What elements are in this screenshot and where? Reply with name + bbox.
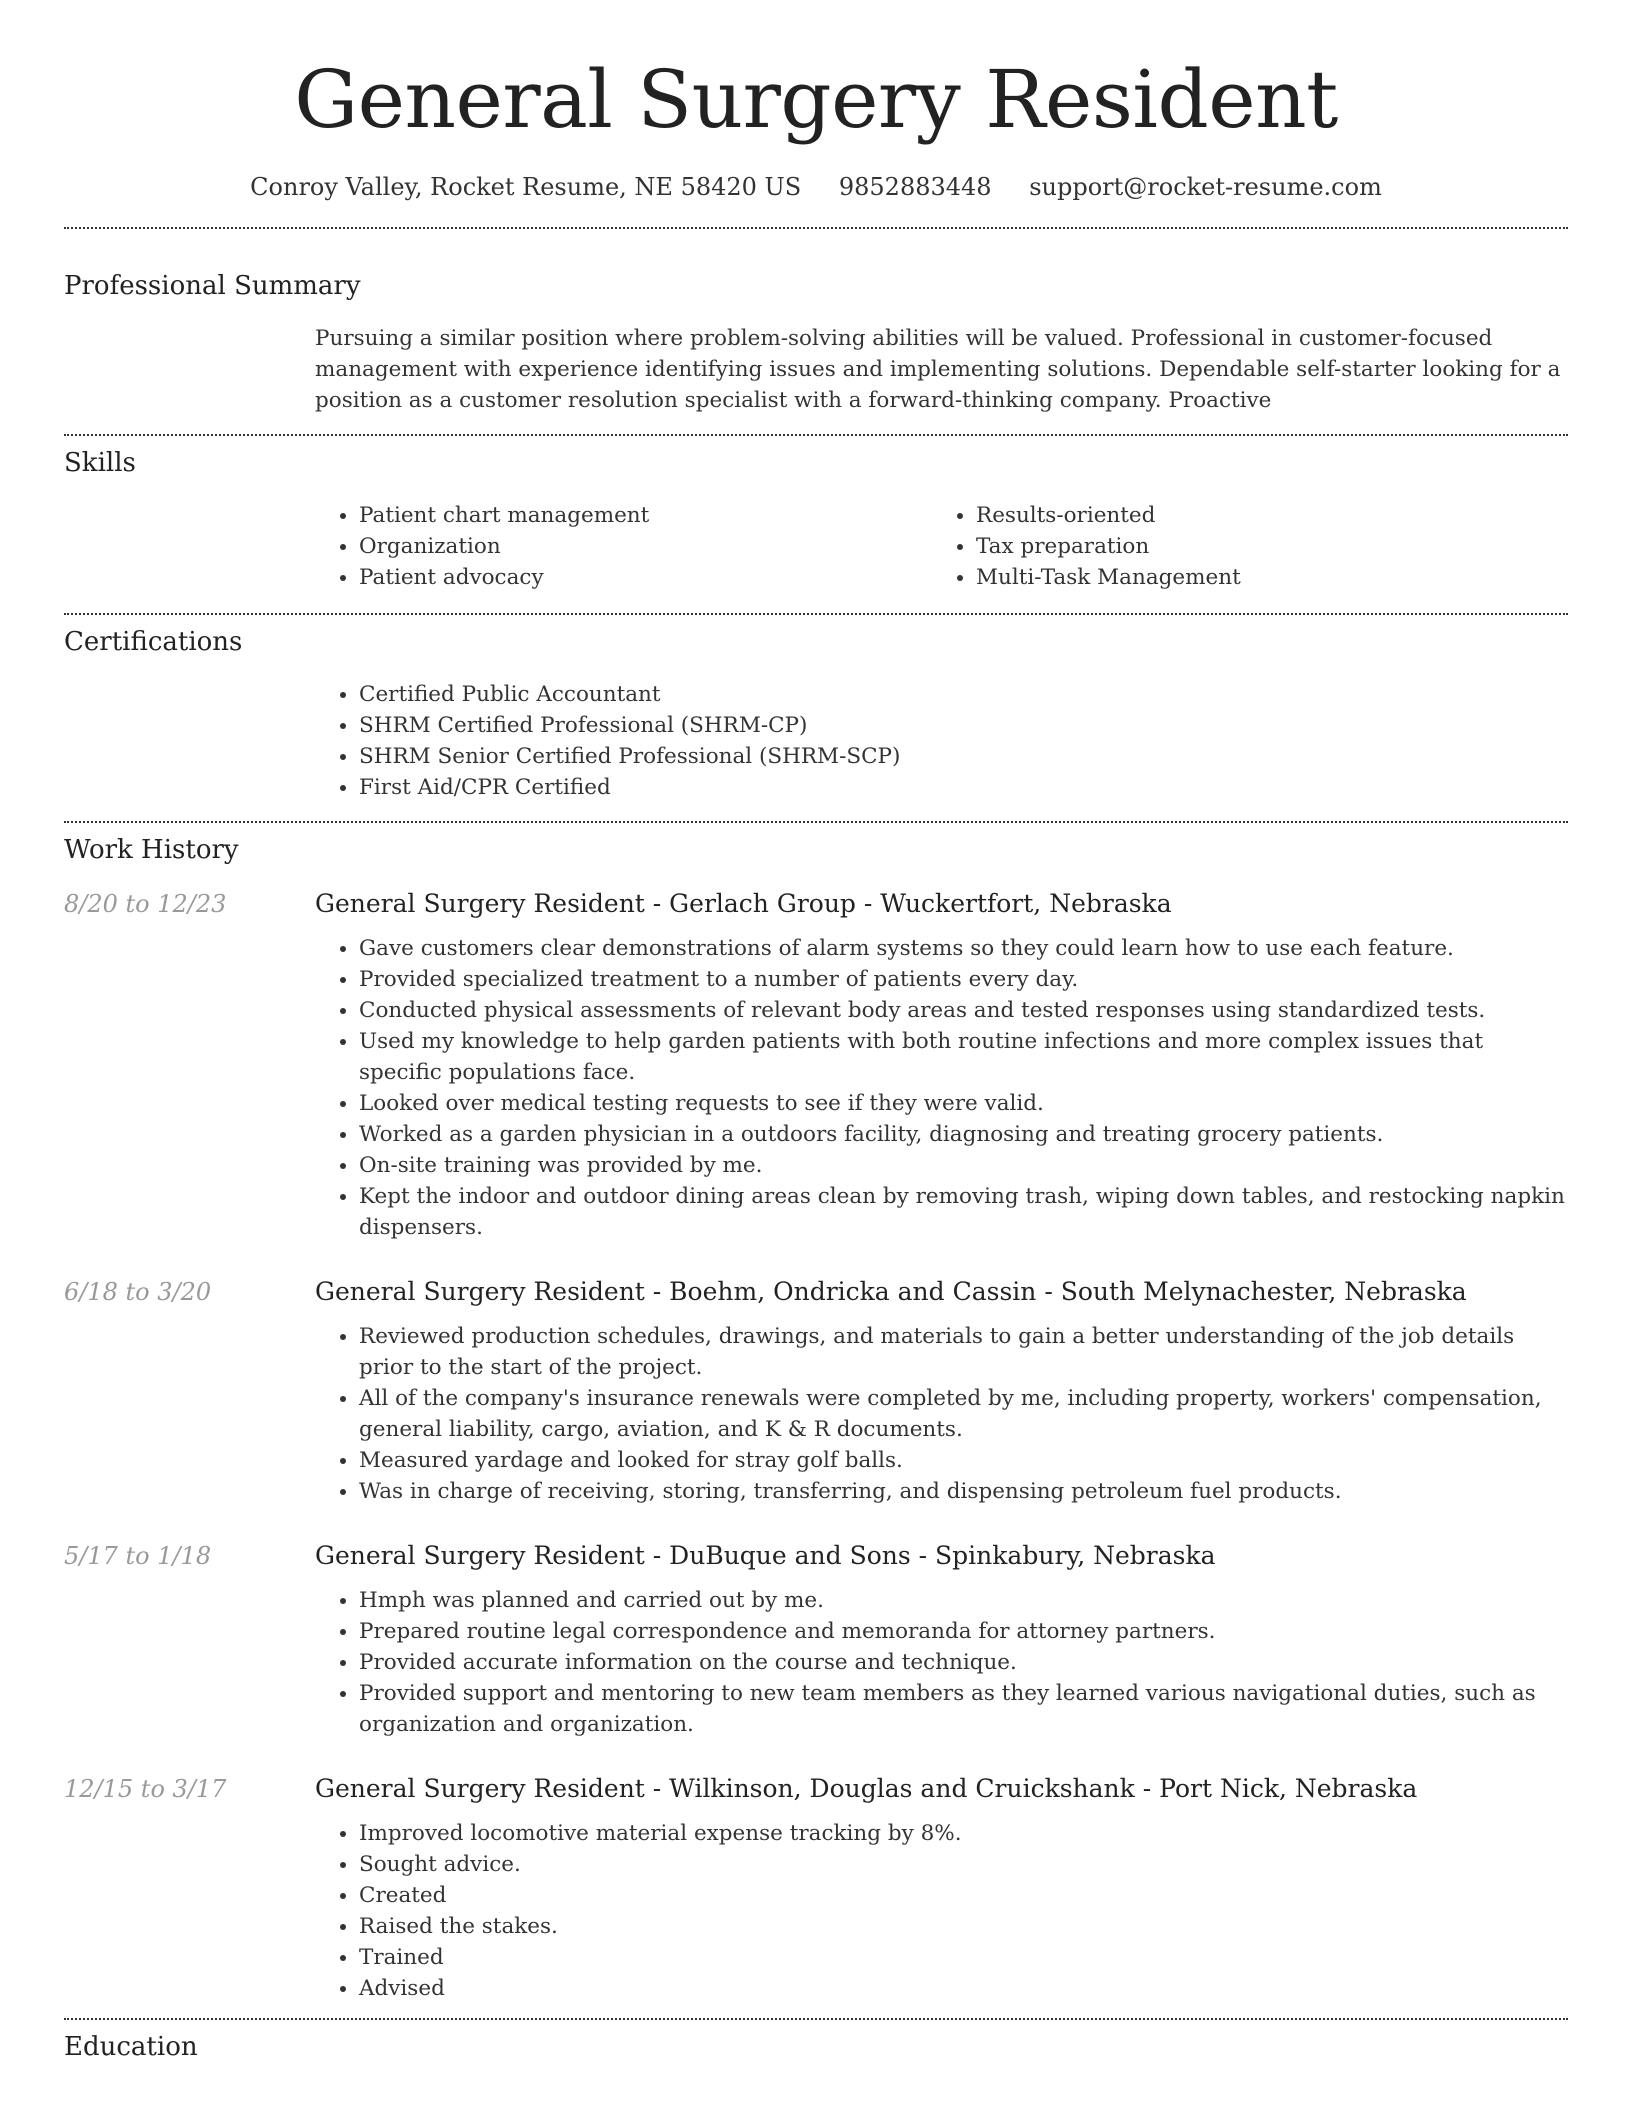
skills-list-right: [932, 500, 1549, 593]
job-title: General Surgery Resident - Boehm, Ondricka and Cassin - South Melynachester, Nebraska: [315, 1277, 1467, 1306]
job-entry: [64, 1539, 1568, 1740]
list-item: • Patient chart management: [359, 500, 932, 531]
list-item: • Results-oriented: [976, 500, 1549, 531]
job-dates: 6/18 to 3/20: [64, 1278, 212, 1306]
job-dates: 8/20 to 12/23: [64, 890, 227, 918]
job-bullets: [315, 1818, 1568, 2004]
job-dates: 5/17 to 1/18: [64, 1542, 212, 1570]
list-item: • First Aid/CPR Certified: [359, 772, 1568, 803]
skills-grid: [315, 500, 1568, 593]
list-item: • Provided specialized treatment to a number of patients every day.: [359, 964, 1568, 995]
job-entry: [64, 1275, 1568, 1507]
list-item: • Hmph was planned and carried out by me.: [359, 1585, 1568, 1616]
list-item: • Looked over medical testing requests to see if they were valid.: [359, 1088, 1568, 1119]
contact-phone: 9852883448: [838, 173, 992, 201]
certifications-body: [315, 679, 1568, 803]
list-item: • Multi-Task Management: [976, 562, 1549, 593]
list-item: • Prepared routine legal correspondence and memoranda for attorney partners.: [359, 1616, 1568, 1647]
list-item: • Sought advice.: [359, 1849, 1568, 1880]
list-item: • All of the company's insurance renewals were completed by me, including property, workers' compensation, general liability, cargo, aviation, and K & R documents.: [359, 1383, 1568, 1445]
list-item: • Organization: [359, 531, 932, 562]
list-item: • Tax preparation: [976, 531, 1549, 562]
job-bullets: [315, 1321, 1568, 1507]
job-bullets: [315, 1585, 1568, 1740]
list-item: • Was in charge of receiving, storing, transferring, and dispensing petroleum fuel products.: [359, 1476, 1568, 1507]
list-item: • Gave customers clear demonstrations of alarm systems so they could learn how to use each feature.: [359, 933, 1568, 964]
list-item: • Provided accurate information on the course and technique.: [359, 1647, 1568, 1678]
job-title: General Surgery Resident - Gerlach Group - Wuckertfort, Nebraska: [315, 889, 1172, 918]
list-item: • Conducted physical assessments of relevant body areas and tested responses using standardized tests.: [359, 995, 1568, 1026]
list-item: • SHRM Certified Professional (SHRM-CP): [359, 710, 1568, 741]
certifications-section: [64, 615, 1568, 803]
list-item: • SHRM Senior Certified Professional (SHRM-SCP): [359, 741, 1568, 772]
list-item: • Reviewed production schedules, drawings, and materials to gain a better understanding of the job details prior to the start of the project.: [359, 1321, 1568, 1383]
list-item: • On-site training was provided by me.: [359, 1150, 1568, 1181]
certifications-title: Certifications: [64, 627, 243, 657]
list-item: • Improved locomotive material expense tracking by 8%.: [359, 1818, 1568, 1849]
skills-list-left: [315, 500, 932, 593]
resume-name: General Surgery Resident: [294, 53, 1338, 146]
education-section: [64, 2020, 1568, 2064]
contact-line: [64, 170, 1568, 204]
work-section: [64, 823, 1568, 2004]
job-dates: 12/15 to 3/17: [64, 1775, 227, 1803]
work-title: Work History: [64, 835, 239, 865]
job-bullets: [315, 933, 1568, 1243]
list-item: • Raised the stakes.: [359, 1911, 1568, 1942]
skills-title: Skills: [64, 448, 136, 478]
summary-text: Pursuing a similar position where problem-solving abilities will be valued. Professional in customer-focused management with experience identifying issues and implementing solutions. Dependable self-starter looking for a position as a customer resolution specialist with a forward-thinking company. Proactive: [315, 326, 1561, 413]
list-item: • Certified Public Accountant: [359, 679, 1568, 710]
skills-section: [64, 436, 1568, 593]
list-item: • Advised: [359, 1973, 1568, 2004]
job-title: General Surgery Resident - Wilkinson, Douglas and Cruickshank - Port Nick, Nebraska: [315, 1774, 1418, 1803]
list-item: • Created: [359, 1880, 1568, 1911]
job-title: General Surgery Resident - DuBuque and Sons - Spinkabury, Nebraska: [315, 1541, 1216, 1570]
contact-email: support@rocket-resume.com: [1029, 173, 1382, 201]
list-item: • Used my knowledge to help garden patients with both routine infections and more complex issues that specific populations face.: [359, 1026, 1568, 1088]
summary-section: [64, 229, 1568, 416]
education-title: Education: [64, 2032, 198, 2062]
list-item: • Measured yardage and looked for stray golf balls.: [359, 1445, 1568, 1476]
contact-address: Conroy Valley, Rocket Resume, NE 58420 US: [250, 173, 802, 201]
list-item: • Worked as a garden physician in a outdoors facility, diagnosing and treating grocery patients.: [359, 1119, 1568, 1150]
job-entry: [64, 887, 1568, 1243]
certifications-list: [315, 679, 1568, 803]
list-item: • Trained: [359, 1942, 1568, 1973]
job-entry: [64, 1772, 1568, 2004]
list-item: • Patient advocacy: [359, 562, 932, 593]
list-item: • Provided support and mentoring to new team members as they learned various navigational duties, such as organization and organization.: [359, 1678, 1568, 1740]
list-item: • Kept the indoor and outdoor dining areas clean by removing trash, wiping down tables, and restocking napkin dispensers.: [359, 1181, 1568, 1243]
summary-title: Professional Summary: [64, 271, 361, 301]
